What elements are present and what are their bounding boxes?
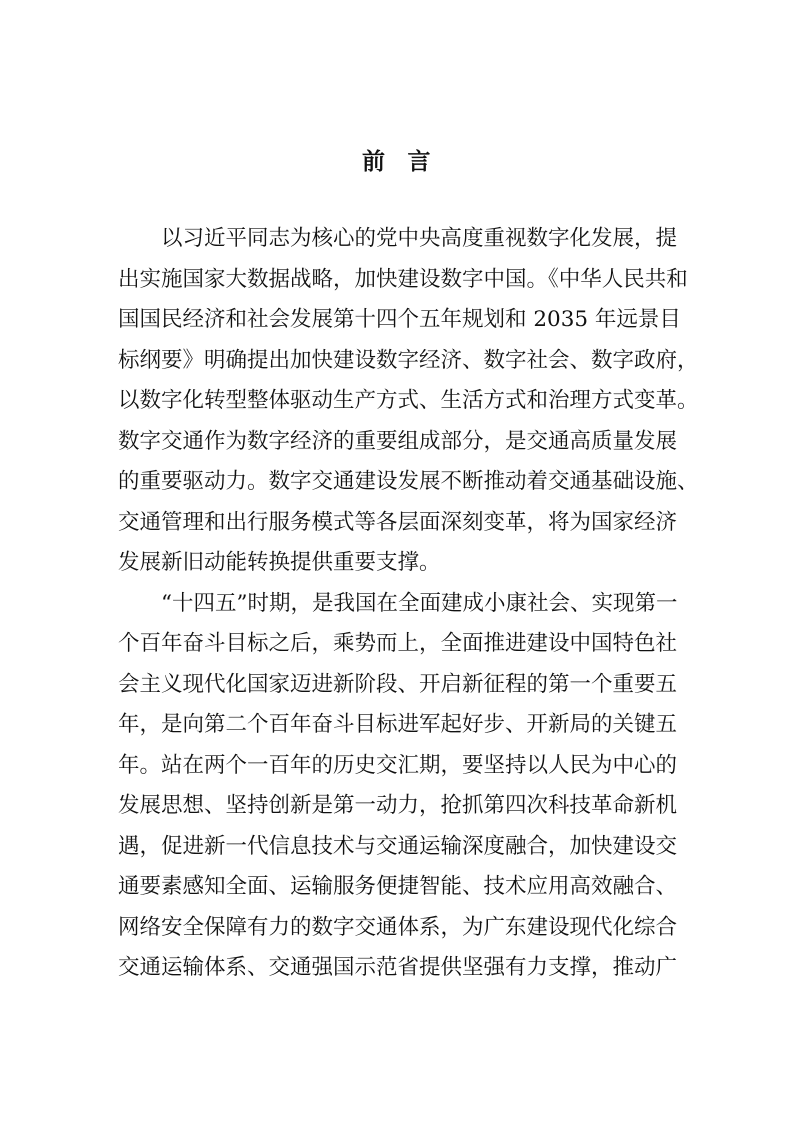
paragraph-1-line-2: 出实施国家大数据战略，加快建设数字中国。《中华人民共和 <box>118 266 688 292</box>
paragraph-2-line-2: 个百年奋斗目标之后，乘势而上，全面推进建设中国特色社 <box>118 631 678 656</box>
paragraph-1-line-5: 以数字化转型整体驱动生产方式、生活方式和治理方式变革。 <box>118 388 699 413</box>
paragraph-2-line-7: 遇，促进新一代信息技术与交通运输深度融合，加快建设交 <box>118 833 678 859</box>
title-char-2: 言 <box>407 149 431 175</box>
paragraph-2-line-8: 通要素感知全面、运输服务便捷智能、技术应用高效融合、 <box>118 874 678 899</box>
paragraph-2-line-1: “十四五”时期，是我国在全面建成小康社会、实现第一 <box>161 590 678 616</box>
paragraph-2-line-10: 交通运输体系、交通强国示范省提供坚强有力支撑，推动广 <box>118 955 678 980</box>
page-title <box>0 143 793 176</box>
paragraph-1-line-7: 的重要驱动力。数字交通建设发展不断推动着交通基础设施、 <box>118 469 699 494</box>
title-char-1: 前 <box>362 149 386 175</box>
paragraph-1-line-4: 标纲要》明确提出加快建设数字经济、数字社会、数字政府， <box>118 347 699 373</box>
paragraph-2-line-5: 年。站在两个一百年的历史交汇期，要坚持以人民为中心的 <box>118 752 678 778</box>
paragraph-1-line-1: 以习近平同志为核心的党中央高度重视数字化发展，提 <box>161 226 678 251</box>
paragraph-2-line-9: 网络安全保障有力的数字交通体系，为广东建设现代化综合 <box>118 914 678 940</box>
paragraph-2-line-6: 发展思想、坚持创新是第一动力，抢抓第四次科技革命新机 <box>118 793 678 818</box>
paragraph-1-line-8: 交通管理和出行服务模式等各层面深刻变革，将为国家经济 <box>118 509 678 535</box>
paragraph-1-line-9: 发展新旧动能转换提供重要支撑。 <box>118 550 441 575</box>
paragraph-1-line-6: 数字交通作为数字经济的重要组成部分，是交通高质量发展 <box>118 428 678 454</box>
paragraph-1-line-3: 国国民经济和社会发展第十四个五年规划和 2035 年远景目 <box>118 307 681 332</box>
document-body <box>118 219 699 989</box>
paragraph-2-line-3: 会主义现代化国家迈进新阶段、开启新征程的第一个重要五 <box>118 671 678 697</box>
paragraph-2-line-4: 年，是向第二个百年奋斗目标进军起好步、开新局的关键五 <box>118 712 678 737</box>
